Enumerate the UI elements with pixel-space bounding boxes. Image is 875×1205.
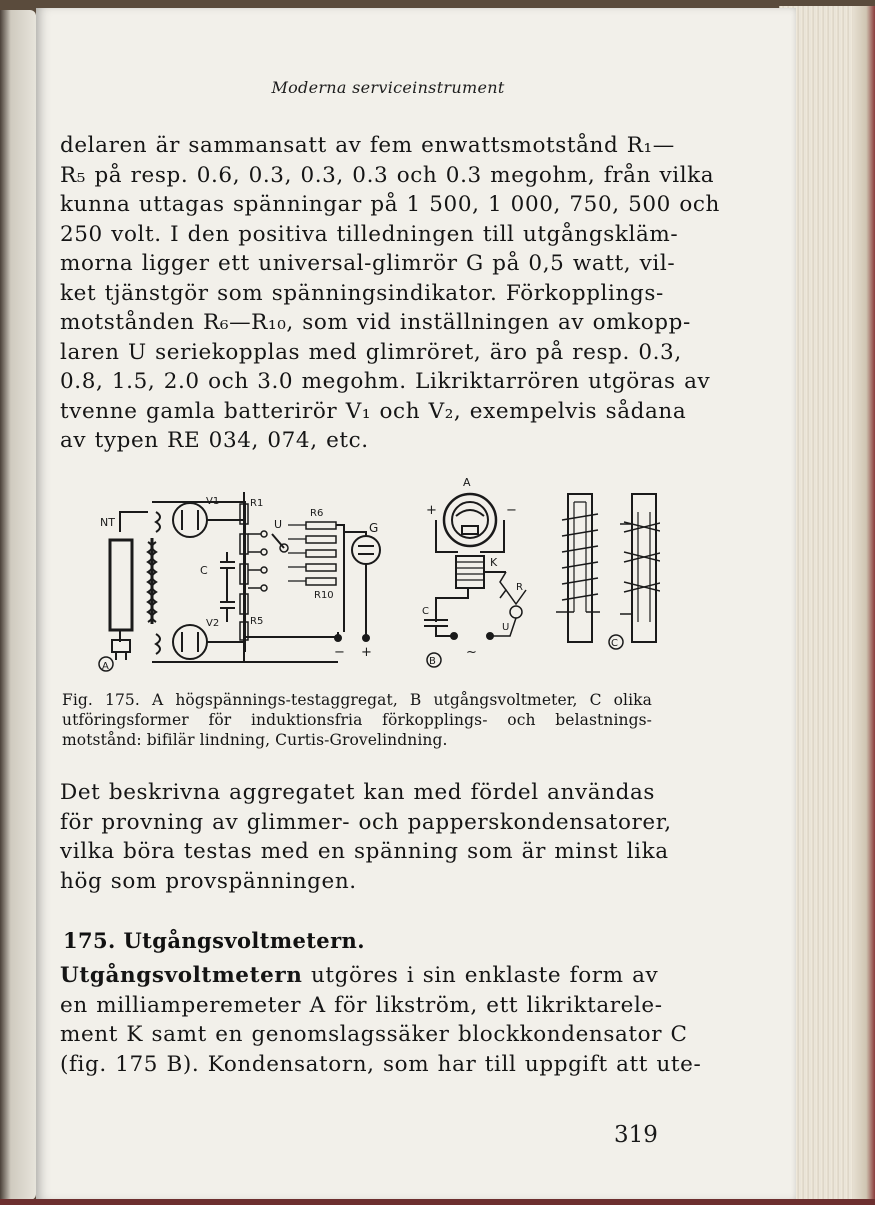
text-line: en milliamperemeter A för likström, ett likriktarele-	[60, 992, 663, 1018]
label-r6: R6	[310, 508, 324, 519]
label-g: G	[369, 521, 379, 535]
section-heading: 175. Utgångsvoltmetern.	[63, 928, 365, 953]
label-k: K	[490, 556, 498, 569]
label-b-u: U	[502, 622, 510, 633]
label-plus: +	[361, 645, 372, 660]
label-nt: NT	[100, 516, 115, 529]
label-u: U	[274, 518, 283, 531]
panel-label-b: B	[429, 656, 436, 667]
label-b-c: C	[422, 606, 429, 617]
text-line: delaren är sammansatt av fem enwattsmotstånd R₁—	[60, 133, 675, 158]
panel-a-schematic	[99, 492, 380, 672]
label-r10: R10	[314, 590, 334, 601]
text-line: av typen RE 034, 074, etc.	[60, 428, 369, 453]
text-line	[60, 961, 659, 991]
caption-line: Fig. 175. A högspännings-testaggregat, B utgångsvoltmeter, C olika	[62, 691, 652, 709]
label-a-meter: A	[463, 476, 471, 489]
panel-label-c: C	[611, 638, 618, 649]
bold-lead-term: Utgångsvoltmetern	[60, 963, 303, 988]
text-line: motstånden R₆—R₁₀, som vid inställningen av omkopp-	[60, 310, 691, 335]
paragraph-2	[60, 778, 672, 896]
panel-c-schematic	[556, 494, 660, 649]
text-line: R₅ på resp. 0.6, 0.3, 0.3, 0.3 och 0.3 megohm, från vilka	[60, 162, 715, 188]
text-line: 0.8, 1.5, 2.0 och 3.0 megohm. Likriktarrören utgöras av	[60, 369, 711, 394]
previous-page-edge	[0, 10, 36, 1200]
text-line: laren U seriekopplas med glimröret, äro på resp. 0.3,	[60, 339, 682, 365]
figure-175-circuit-diagrams	[60, 472, 660, 682]
text-line: morna ligger ett universal-glimrör G på 0,5 watt, vil-	[60, 251, 676, 276]
figure-caption	[62, 690, 652, 750]
text-line-rest: utgöres i sin enklaste form av	[302, 963, 659, 988]
paragraph-3	[60, 961, 702, 1079]
label-v1: V1	[206, 496, 220, 507]
caption-line: motstånd: bifilär lindning, Curtis-Grovelindning.	[62, 731, 448, 749]
text-line: kunna uttagas spänningar på 1 500, 1 000, 750, 500 och	[60, 192, 720, 217]
label-r1: R1	[250, 498, 264, 509]
label-minus: −	[334, 645, 345, 660]
label-b-plus: +	[426, 503, 437, 518]
label-r5: R5	[250, 616, 264, 627]
panel-b-schematic	[422, 476, 526, 667]
label-b-minus: −	[506, 503, 517, 518]
cover-edge	[0, 1199, 875, 1205]
panel-label-a: A	[102, 661, 109, 672]
text-line: vilka böra testas med en spänning som är minst lika	[60, 839, 669, 864]
text-line: 250 volt. I den positiva tilledningen till utgångskläm-	[60, 221, 679, 247]
text-line: tvenne gamla batterirör V₁ och V₂, exempelvis sådana	[60, 398, 687, 424]
page-number: 319	[614, 1122, 658, 1148]
text-line: ket tjänstgör som spänningsindikator. Förkopplings-	[60, 280, 664, 306]
text-line: Det beskrivna aggregatet kan med fördel användas	[60, 780, 656, 805]
running-head: Moderna serviceinstrument	[271, 78, 505, 97]
text-line: hög som provspänningen.	[60, 868, 357, 894]
text-line: för provning av glimmer- och papperskondensatorer,	[60, 809, 672, 835]
label-tilde: ~	[466, 645, 477, 660]
label-v2: V2	[206, 618, 220, 629]
paragraph-1	[60, 131, 720, 456]
text-line: (fig. 175 B). Kondensatorn, som har till uppgift att ute-	[60, 1051, 702, 1077]
label-c: C	[200, 564, 208, 577]
label-r: R	[516, 582, 523, 593]
text-line: ment K samt en genomslagssäker blockkondensator C	[60, 1022, 688, 1047]
caption-line: utföringsformer för induktionsfria förkopplings- och belastnings-	[62, 711, 652, 729]
